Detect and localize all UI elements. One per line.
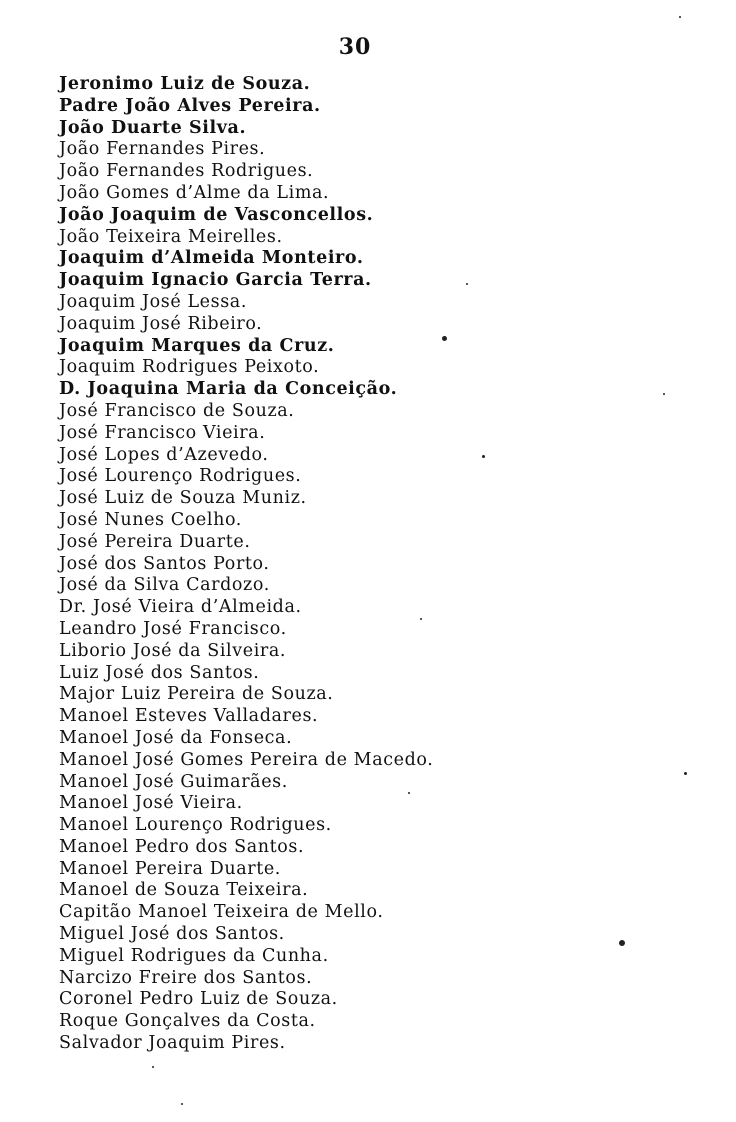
- list-item: João Duarte Silva.: [59, 117, 247, 138]
- list-item: Manoel José Guimarães.: [59, 771, 288, 792]
- list-item: José Luiz de Souza Muniz.: [59, 488, 307, 509]
- ink-speck: [619, 940, 625, 946]
- list-item: José Lopes d’Azevedo.: [59, 444, 269, 465]
- ink-speck: [181, 1103, 183, 1105]
- list-item: Leandro José Francisco.: [59, 618, 287, 639]
- list-item: José Pereira Duarte.: [59, 531, 251, 552]
- list-item: Jeronimo Luiz de Souza.: [59, 74, 311, 94]
- ink-speck: [482, 455, 485, 458]
- list-item: Joaquim Rodrigues Peixoto.: [59, 357, 320, 378]
- list-item: Manoel Esteves Valladares.: [59, 706, 319, 727]
- list-item: Manoel José Vieira.: [59, 793, 243, 814]
- list-item: José da Silva Cardozo.: [59, 575, 270, 596]
- name-list: [57, 74, 697, 1055]
- list-item: João Fernandes Pires.: [59, 139, 266, 160]
- list-item: Manoel José Gomes Pereira de Macedo.: [59, 749, 434, 770]
- list-item: João Fernandes Rodrigues.: [59, 161, 314, 182]
- list-item: Joaquim José Ribeiro.: [59, 313, 263, 334]
- list-item: Major Luiz Pereira de Souza.: [59, 684, 334, 705]
- list-item: Capitão Manoel Teixeira de Mello.: [59, 902, 384, 923]
- list-item: Manoel Pereira Duarte.: [59, 858, 281, 879]
- ink-speck: [663, 393, 665, 395]
- list-item: Coronel Pedro Luiz de Souza.: [59, 989, 338, 1010]
- list-item: João Gomes d’Alme da Lima.: [59, 182, 330, 203]
- list-item: Miguel Rodrigues da Cunha.: [59, 945, 329, 966]
- list-item: Joaquim d’Almeida Monteiro.: [59, 248, 364, 269]
- list-item: Joaquim José Lessa.: [59, 291, 247, 312]
- ink-speck: [152, 1066, 154, 1068]
- list-item: Roque Gonçalves da Costa.: [59, 1011, 316, 1032]
- ink-speck: [679, 16, 681, 18]
- ink-speck: [442, 336, 447, 341]
- list-item: Dr. José Vieira d’Almeida.: [59, 597, 302, 618]
- list-item: Joaquim Ignacio Garcia Terra.: [59, 270, 372, 291]
- list-item: José Francisco de Souza.: [59, 400, 295, 421]
- list-item: José Lourenço Rodrigues.: [59, 466, 302, 487]
- ink-speck: [684, 772, 687, 775]
- list-item: Manoel José da Fonseca.: [59, 727, 293, 748]
- list-item: José dos Santos Porto.: [59, 553, 270, 574]
- ink-speck: [408, 792, 410, 794]
- list-item: Manoel Lourenço Rodrigues.: [59, 815, 332, 836]
- list-item: João Teixeira Meirelles.: [59, 226, 283, 247]
- list-item: Narcizo Freire dos Santos.: [59, 967, 313, 988]
- list-item: Padre João Alves Pereira.: [59, 95, 321, 116]
- list-item: João Joaquim de Vasconcellos.: [59, 204, 374, 225]
- list-item: Salvador Joaquim Pires.: [59, 1033, 286, 1054]
- list-item: José Nunes Coelho.: [59, 509, 242, 530]
- page-number: 30: [338, 34, 372, 60]
- list-item: Manoel de Souza Teixeira.: [59, 880, 309, 901]
- list-item: Liborio José da Silveira.: [59, 640, 287, 661]
- list-item: José Francisco Vieira.: [59, 422, 266, 443]
- ink-speck: [466, 283, 468, 285]
- list-item: D. Joaquina Maria da Conceição.: [59, 379, 398, 400]
- ink-speck: [420, 618, 422, 620]
- list-item: Luiz José dos Santos.: [59, 662, 260, 683]
- list-item: Miguel José dos Santos.: [59, 924, 285, 945]
- list-item: Joaquim Marques da Cruz.: [59, 335, 335, 356]
- list-item: Manoel Pedro dos Santos.: [59, 836, 305, 857]
